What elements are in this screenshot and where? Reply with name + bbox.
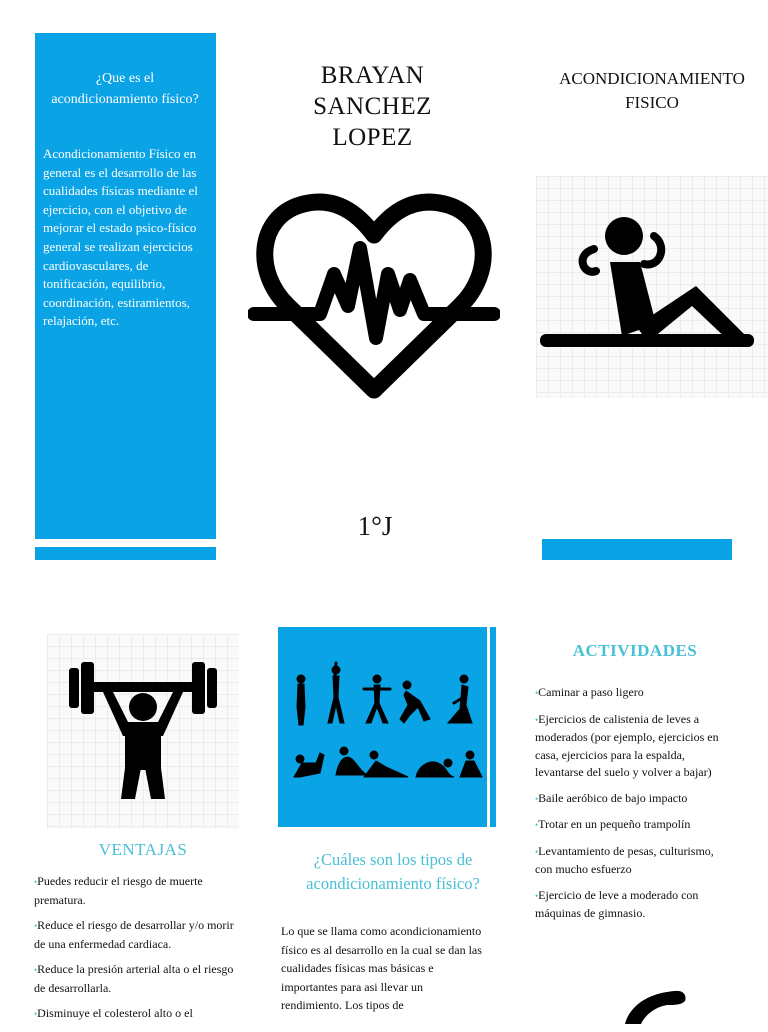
brochure-title: ACONDICIONAMIENTO FISICO bbox=[559, 69, 745, 112]
weightlifter-icon bbox=[47, 634, 239, 829]
info-accent-bar bbox=[35, 547, 216, 560]
grade-label: 1°J bbox=[357, 511, 393, 541]
list-item: •Reduce la presión arterial alta o el riesgo de desarrollarla. bbox=[34, 962, 234, 995]
heartbeat-icon bbox=[248, 188, 500, 402]
right-accent-bar bbox=[542, 539, 732, 560]
situp-icon bbox=[536, 176, 768, 398]
yoga-poses-icon bbox=[278, 627, 487, 827]
actividades-list bbox=[535, 684, 733, 931]
ventajas-list bbox=[34, 873, 244, 1032]
panel-edge bbox=[490, 627, 496, 827]
tipos-question: ¿Cuáles son los tipos de acondicionamiento físico? bbox=[306, 850, 480, 893]
list-item: •Puedes reducir el riesgo de muerte prematura. bbox=[34, 874, 203, 907]
info-body: Acondicionamiento Físico en general es el desarrollo de las cualidades físicas mediante el ejercicio, con el objetivo de mejorar el estado psico-físico general se realizan ejercicios cardiovasculares, de tonificación, equilibrio, coordinación, estiramientos, relajación, etc. bbox=[43, 146, 198, 329]
list-item: •Ejercicio de leve a moderado con máquinas de gimnasio. bbox=[535, 887, 699, 920]
list-item: •Trotar en un pequeño trampolín bbox=[535, 817, 691, 831]
tipos-text: Lo que se llama como acondicionamiento físico es al desarrollo en la cual se dan las cualidades físicas mas básicas e importantes para asi llevar un rendimiento. Los tipos de bbox=[281, 924, 482, 1012]
list-item: •Ejercicios de calistenia de leves a moderados (por ejemplo, ejercicios en casa, ejercicios para la espalda, levantarse del suelo y volver a bajar) bbox=[535, 711, 719, 779]
ventajas-heading: VENTAJAS bbox=[98, 840, 188, 859]
info-title: ¿Que es el acondicionamiento físico? bbox=[51, 71, 199, 107]
author-name: BRAYAN SANCHEZ LOPEZ bbox=[313, 62, 432, 151]
list-item: •Baile aeróbico de bajo impacto bbox=[535, 790, 688, 805]
list-item: •Reduce el riesgo de desarrollar y/o morir de una enfermedad cardiaca. bbox=[34, 918, 234, 951]
list-item: •Levantamiento de pesas, culturismo, con mucho esfuerzo bbox=[535, 843, 714, 876]
swimmer-icon bbox=[615, 985, 695, 1024]
actividades-heading: ACTIVIDADES bbox=[572, 641, 698, 660]
list-item: •Caminar a paso ligero bbox=[535, 685, 644, 699]
list-item: •Disminuye el colesterol alto o el bbox=[34, 1006, 193, 1020]
